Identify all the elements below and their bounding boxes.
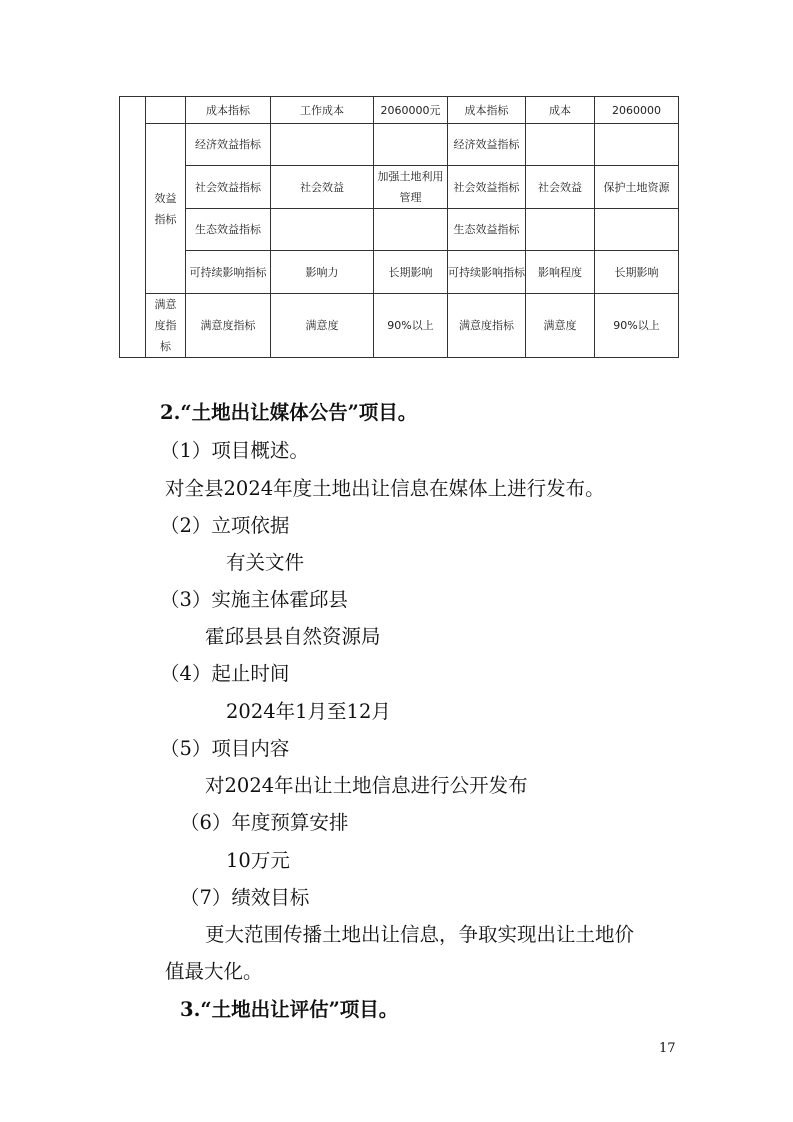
table-cell: 成本指标	[186, 97, 271, 124]
table-row	[120, 166, 679, 209]
table-cell: 生态效益指标	[186, 209, 271, 251]
table-cell: 2060000	[595, 97, 679, 124]
overview-text: 对全县2024年度土地出让信息在媒体上进行发布。	[165, 477, 605, 500]
table-cell-category: 效益指标	[146, 124, 186, 294]
table-cell: 满意度	[526, 294, 595, 358]
table-row	[120, 97, 679, 124]
table-row	[120, 209, 679, 251]
table-cell	[374, 209, 448, 251]
table-cell: 经济效益指标	[186, 124, 271, 166]
table-cell: 保护土地资源	[595, 166, 679, 209]
table-cell-category: 满意度指标	[146, 294, 186, 358]
table-cell: 90%以上	[374, 294, 448, 358]
section-heading-2: 2.“土地出让媒体公告”项目。	[160, 401, 418, 424]
table-cell	[146, 97, 186, 124]
table-cell: 2060000元	[374, 97, 448, 124]
table-cell	[271, 209, 374, 251]
table-row	[120, 251, 679, 294]
table-cell: 长期影响	[595, 251, 679, 294]
table-cell	[595, 124, 679, 166]
performance-table	[119, 96, 679, 358]
table-cell: 满意度指标	[448, 294, 526, 358]
table-cell: 90%以上	[595, 294, 679, 358]
goals-text-line2: 值最大化。	[165, 960, 263, 983]
entity-text: 霍邱县县自然资源局	[205, 625, 381, 648]
table-row	[120, 294, 679, 358]
table-row	[120, 124, 679, 166]
table-cell: 可持续影响指标	[448, 251, 526, 294]
table-cell	[595, 209, 679, 251]
subsection-overview: （1）项目概述。	[160, 439, 309, 462]
table-cell: 影响程度	[526, 251, 595, 294]
subsection-basis: （2）立项依据	[160, 514, 290, 537]
table-cell: 成本	[526, 97, 595, 124]
table-cell: 社会效益	[526, 166, 595, 209]
table-cell	[271, 124, 374, 166]
table-cell-outer-category	[120, 97, 146, 358]
subsection-goals: （7）绩效目标	[180, 886, 310, 909]
table-cell: 社会效益	[271, 166, 374, 209]
budget-text: 10万元	[226, 849, 290, 872]
basis-text: 有关文件	[226, 551, 305, 574]
table-cell: 加强土地利用管理	[374, 166, 448, 209]
table-cell	[526, 209, 595, 251]
table-cell: 满意度指标	[186, 294, 271, 358]
page-number: 17	[659, 1041, 676, 1056]
subsection-budget: （6）年度预算安排	[180, 811, 349, 834]
section-heading-3: 3.“土地出让评估”项目。	[180, 998, 399, 1021]
table-cell: 社会效益指标	[448, 166, 526, 209]
table-cell: 可持续影响指标	[186, 251, 271, 294]
table-cell: 长期影响	[374, 251, 448, 294]
period-text: 2024年1月至12月	[226, 700, 391, 723]
subsection-content: （5）项目内容	[160, 737, 290, 760]
table-cell: 社会效益指标	[186, 166, 271, 209]
table-cell: 经济效益指标	[448, 124, 526, 166]
table-cell: 成本指标	[448, 97, 526, 124]
table-cell: 满意度	[271, 294, 374, 358]
table-cell	[374, 124, 448, 166]
subsection-period: （4）起止时间	[160, 662, 290, 685]
goals-text-line1: 更大范围传播土地出让信息，争取实现出让土地价	[205, 923, 635, 946]
table-cell	[526, 124, 595, 166]
content-text: 对2024年出让土地信息进行公开发布	[205, 774, 528, 797]
table-cell: 生态效益指标	[448, 209, 526, 251]
subsection-entity: （3）实施主体霍邱县	[160, 588, 348, 611]
table-cell: 工作成本	[271, 97, 374, 124]
table-cell: 影响力	[271, 251, 374, 294]
